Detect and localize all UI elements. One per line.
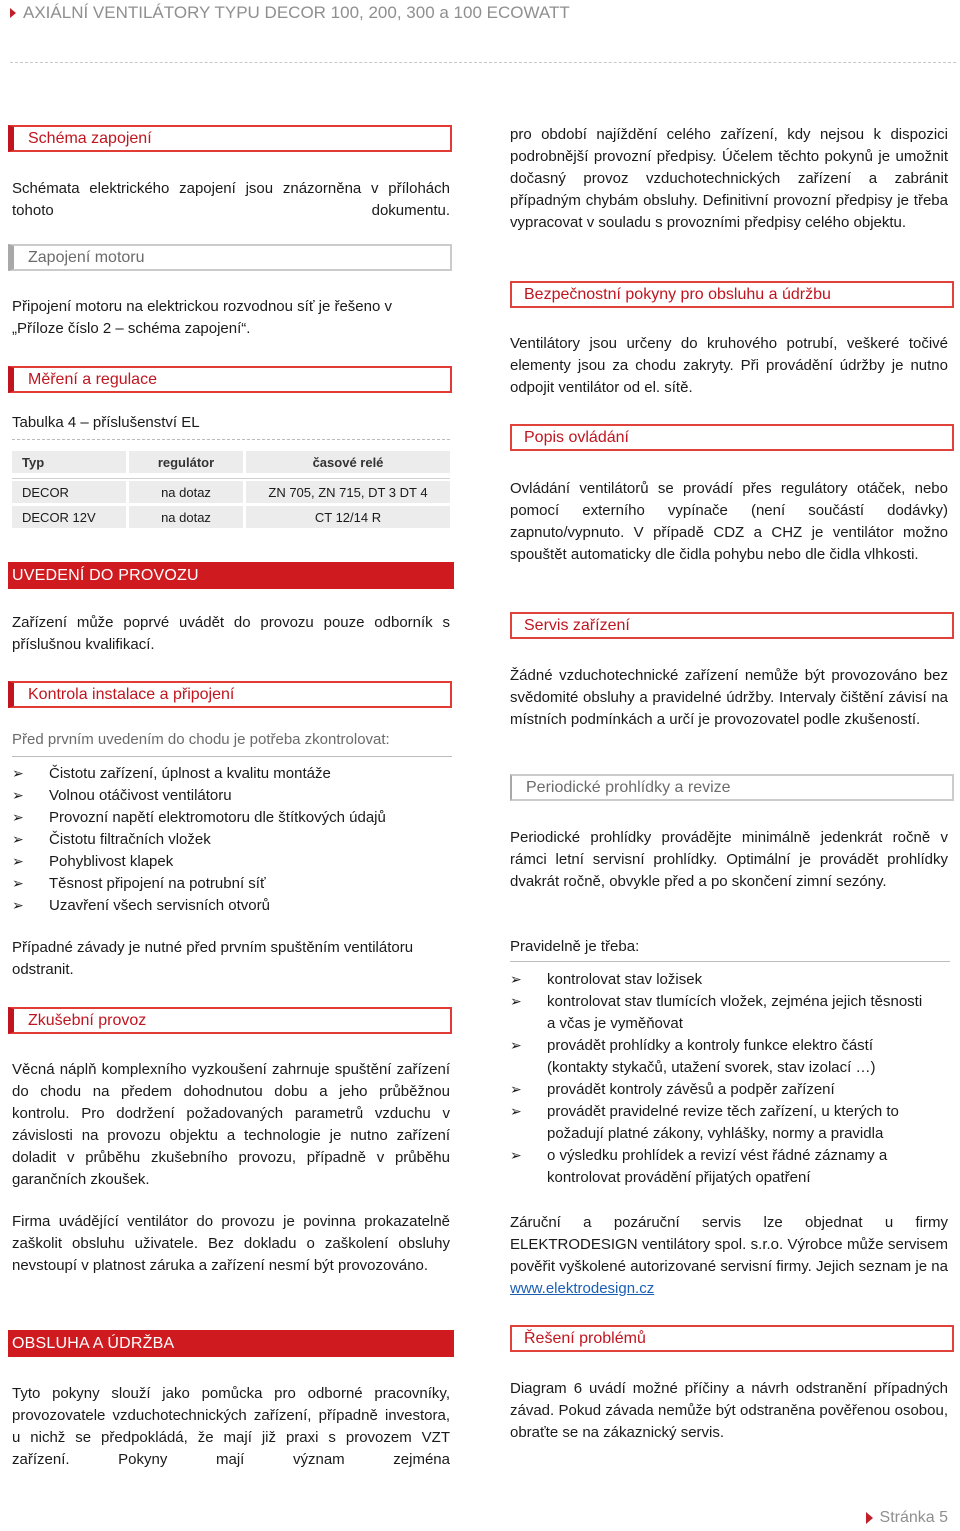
heading-reseni-label: Řešení problémů (524, 1329, 646, 1347)
table-caption-divider (12, 439, 450, 440)
table-divider (12, 478, 450, 479)
list-item (510, 991, 930, 1035)
table-header-typ: Typ (12, 451, 126, 473)
kontrola-checklist (12, 763, 450, 917)
list-item-text: Pohyblivost klapek (49, 853, 174, 870)
heading-zkusebni-label: Zkušební provoz (28, 1011, 147, 1029)
table-cell: na dotaz (129, 481, 243, 503)
list-item-text: Uzavření všech servisních otvorů (49, 897, 270, 914)
popis-text: Ovládání ventilátorů se provádí přes regulátory otáček, nebo pomocí externího vypínače (není součástí dodávky) zapnuto/vypnuto. V případě CDZ a CHZ je ventilátor možno spouštět automaticky dle čidla pohybu nebo dle čidla vlhkosti. (510, 480, 948, 563)
arrowhead-bullet-icon: ➢ (510, 1038, 522, 1054)
zarucni-text (510, 1212, 948, 1300)
page-number: Stránka 5 (879, 1509, 948, 1526)
list-item (12, 851, 450, 873)
servis-text: Žádné vzduchotechnické zařízení nemůže být provozováno bez svědomité obsluhy a pravidelné údržby. Intervaly čištění závisí na místních podmínkách a určí je provozovatel podle zkušeností. (510, 667, 948, 728)
heading-schema-label: Schéma zapojení (28, 129, 152, 147)
table-cell: ZN 705, ZN 715, DT 3 DT 4 (246, 481, 450, 503)
heading-periodicke-label: Periodické prohlídky a revize (526, 778, 731, 796)
kontrola-outro: Případné závady je nutné před prvním spuštěním ventilátoru odstranit. (12, 939, 414, 978)
header-title-text: AXIÁLNÍ VENTILÁTORY TYPU DECOR 100, 200, 300 a 100 ECOWATT (23, 3, 570, 22)
arrowhead-bullet-icon: ➢ (12, 766, 24, 782)
arrowhead-bullet-icon: ➢ (510, 1104, 522, 1120)
periodicke-text: Periodické prohlídky provádějte minimálně jedenkrát ročně v rámci letní servisní prohlídky. Optimální je provádět prohlídky dvakrát ročně, obvykle před a po skončení zimní sezóny. (510, 829, 948, 890)
arrowhead-bullet-icon: ➢ (510, 994, 522, 1010)
list-item-text: provádět kontroly závěsů a podpěr zařízení (547, 1081, 835, 1098)
list-item-text: Čistotu filtračních vložek (49, 831, 211, 848)
arrowhead-bullet-icon: ➢ (12, 876, 24, 892)
section-obsluha (8, 1330, 454, 1357)
heading-bezpecnost-label: Bezpečnostní pokyny pro obsluhu a údržbu (524, 285, 831, 303)
table-cell: CT 12/14 R (246, 506, 450, 528)
page-footer (866, 1506, 948, 1530)
table-cell: DECOR 12V (12, 506, 126, 528)
heading-motor (8, 244, 452, 271)
obsluha-text: Tyto pokyny slouží jako pomůcka pro odborné pracovníky, provozovatele vzduchotechnických zařízení, případně investora, u nichž se předpokládá, že mají již praxi s provozem VZT zařízení. Pokyny mají význam zejména (12, 1385, 450, 1468)
elektrodesign-link[interactable]: www.elektrodesign.cz (510, 1280, 655, 1297)
list-item (510, 1035, 930, 1079)
section-uvedeni-label: UVEDENÍ DO PROVOZU (12, 566, 199, 584)
arrowhead-bullet-icon: ➢ (510, 1082, 522, 1098)
bezpecnost-text: Ventilátory jsou určeny do kruhového potrubí, veškeré točivé elementy jsou za chodu zakryty. Při provádění údržby je nutno odpojit ventilátor od el. sítě. (510, 335, 948, 396)
list-item-text: Volnou otáčivost ventilátoru (49, 787, 232, 804)
header-divider (10, 62, 956, 63)
table-header-regulator: regulátor (129, 451, 243, 473)
heading-mereni (8, 366, 452, 393)
list-item (510, 969, 930, 991)
red-triangle-icon (866, 1512, 873, 1524)
heading-reseni (510, 1325, 954, 1352)
list-item (12, 763, 450, 785)
list-item-text: o výsledku prohlídek a revizí vést řádné záznamy a kontrolovat provádění přijatých opatření (547, 1147, 888, 1186)
table-header-rele: časové relé (246, 451, 450, 473)
list-item (12, 829, 450, 851)
list-item-text: provádět pravidelné revize těch zařízení, u kterých to požadují platné zákony, vyhlášky, normy a pravidla (547, 1103, 899, 1142)
arrowhead-bullet-icon: ➢ (510, 1148, 522, 1164)
table-cell: DECOR (12, 481, 126, 503)
zkusebni-text-1: Věcná náplň komplexního vyzkoušení zahrnuje spuštění zařízení do chodu na předem dohodnutou dobu a jeho průběžnou kontrolu. Pro dodržení požadovaných parametrů vzduchu v závislosti na provozu objektu a technologie je nutno zařízení doladit v průběhu zkušebního provozu, případně v průběhu garančních zkoušek. (12, 1061, 450, 1188)
uvedeni-text: Zařízení může poprvé uvádět do provozu pouze odborník s příslušnou kvalifikací. (12, 614, 450, 653)
red-triangle-icon (10, 8, 16, 18)
heading-zkusebni (8, 1007, 452, 1034)
list-item-text: provádět prohlídky a kontroly funkce elektro částí (kontakty stykačů, utažení svorek, stav izolací …) (547, 1037, 876, 1076)
motor-text-line-2: „Příloze číslo 2 – schéma zapojení“. (12, 320, 251, 337)
continued-text: pro období najíždění celého zařízení, kdy nejsou k dispozici podrobnější provozní předpisy. Účelem těchto pokynů je umožnit dočasný provoz vzduchotechnických zařízení a zabránit případným chybám obsluhy. Definitivní provozní předpisy je třeba vypracovat v souladu s provozními předpisy celého objektu. (510, 126, 948, 231)
schema-text: Schémata elektrického zapojení jsou znázorněna v přílohách tohoto dokumentu. (12, 180, 450, 219)
zarucni-text-body: Záruční a pozáruční servis lze objednat u firmy ELEKTRODESIGN ventilátory spol. s.r.o. Výrobce může servisem pověřit vyškolené autorizované servisní firmy. Jejich seznam je na (510, 1214, 948, 1275)
arrowhead-bullet-icon: ➢ (12, 788, 24, 804)
heading-kontrola (8, 681, 452, 708)
list-item-text: kontrolovat stav ložisek (547, 971, 703, 988)
list-item (510, 1079, 930, 1101)
zkusebni-text-2: Firma uvádějící ventilátor do provozu je povinna prokazatelně zaškolit obsluhu uživatele. Bez dokladu o zaškolení obsluhy nevstoupí v platnost záruka a zařízení nesmí být provozováno. (12, 1213, 450, 1274)
heading-bezpecnost (510, 281, 954, 308)
kontrola-intro: Před prvním uvedením do chodu je potřeba zkontrolovat: (12, 731, 390, 748)
heading-servis (510, 612, 954, 639)
kontrola-divider (12, 756, 452, 757)
pravidelne-checklist (510, 969, 930, 1189)
arrowhead-bullet-icon: ➢ (12, 832, 24, 848)
heading-popis (510, 424, 954, 451)
list-item (12, 807, 450, 829)
list-item (12, 895, 450, 917)
arrowhead-bullet-icon: ➢ (12, 810, 24, 826)
heading-periodicke (510, 774, 954, 801)
heading-motor-label: Zapojení motoru (28, 248, 145, 266)
pravidelne-divider (510, 961, 950, 962)
heading-mereni-label: Měření a regulace (28, 370, 157, 388)
arrowhead-bullet-icon: ➢ (12, 854, 24, 870)
list-item (12, 873, 450, 895)
table-caption: Tabulka 4 – příslušenství EL (12, 414, 200, 431)
list-item (12, 785, 450, 807)
list-item-text: Těsnost připojení na potrubní síť (49, 875, 266, 892)
list-item (510, 1101, 930, 1145)
heading-servis-label: Servis zařízení (524, 616, 630, 634)
list-item (510, 1145, 930, 1189)
reseni-text: Diagram 6 uvádí možné příčiny a návrh odstranění případných závad. Pokud závada nemůže být odstraněna pověřenou osobou, obraťte se na zákaznický servis. (510, 1380, 948, 1441)
list-item-text: Provozní napětí elektromotoru dle štítkových údajů (49, 809, 386, 826)
section-uvedeni (8, 562, 454, 589)
document-header (10, 2, 570, 24)
list-item-text: kontrolovat stav tlumících vložek, zejména jejich těsnosti a včas je vyměňovat (547, 993, 923, 1032)
list-item-text: Čistotu zařízení, úplnost a kvalitu montáže (49, 765, 331, 782)
heading-popis-label: Popis ovládání (524, 428, 629, 446)
heading-kontrola-label: Kontrola instalace a připojení (28, 685, 235, 703)
arrowhead-bullet-icon: ➢ (510, 972, 522, 988)
section-obsluha-label: OBSLUHA A ÚDRŽBA (12, 1334, 175, 1352)
pravidelne-intro: Pravidelně je třeba: (510, 938, 640, 955)
table-cell: na dotaz (129, 506, 243, 528)
arrowhead-bullet-icon: ➢ (12, 898, 24, 914)
motor-text (12, 296, 450, 340)
heading-schema (8, 125, 452, 152)
motor-text-line-1: Připojení motoru na elektrickou rozvodnou síť je řešeno v (12, 298, 392, 315)
